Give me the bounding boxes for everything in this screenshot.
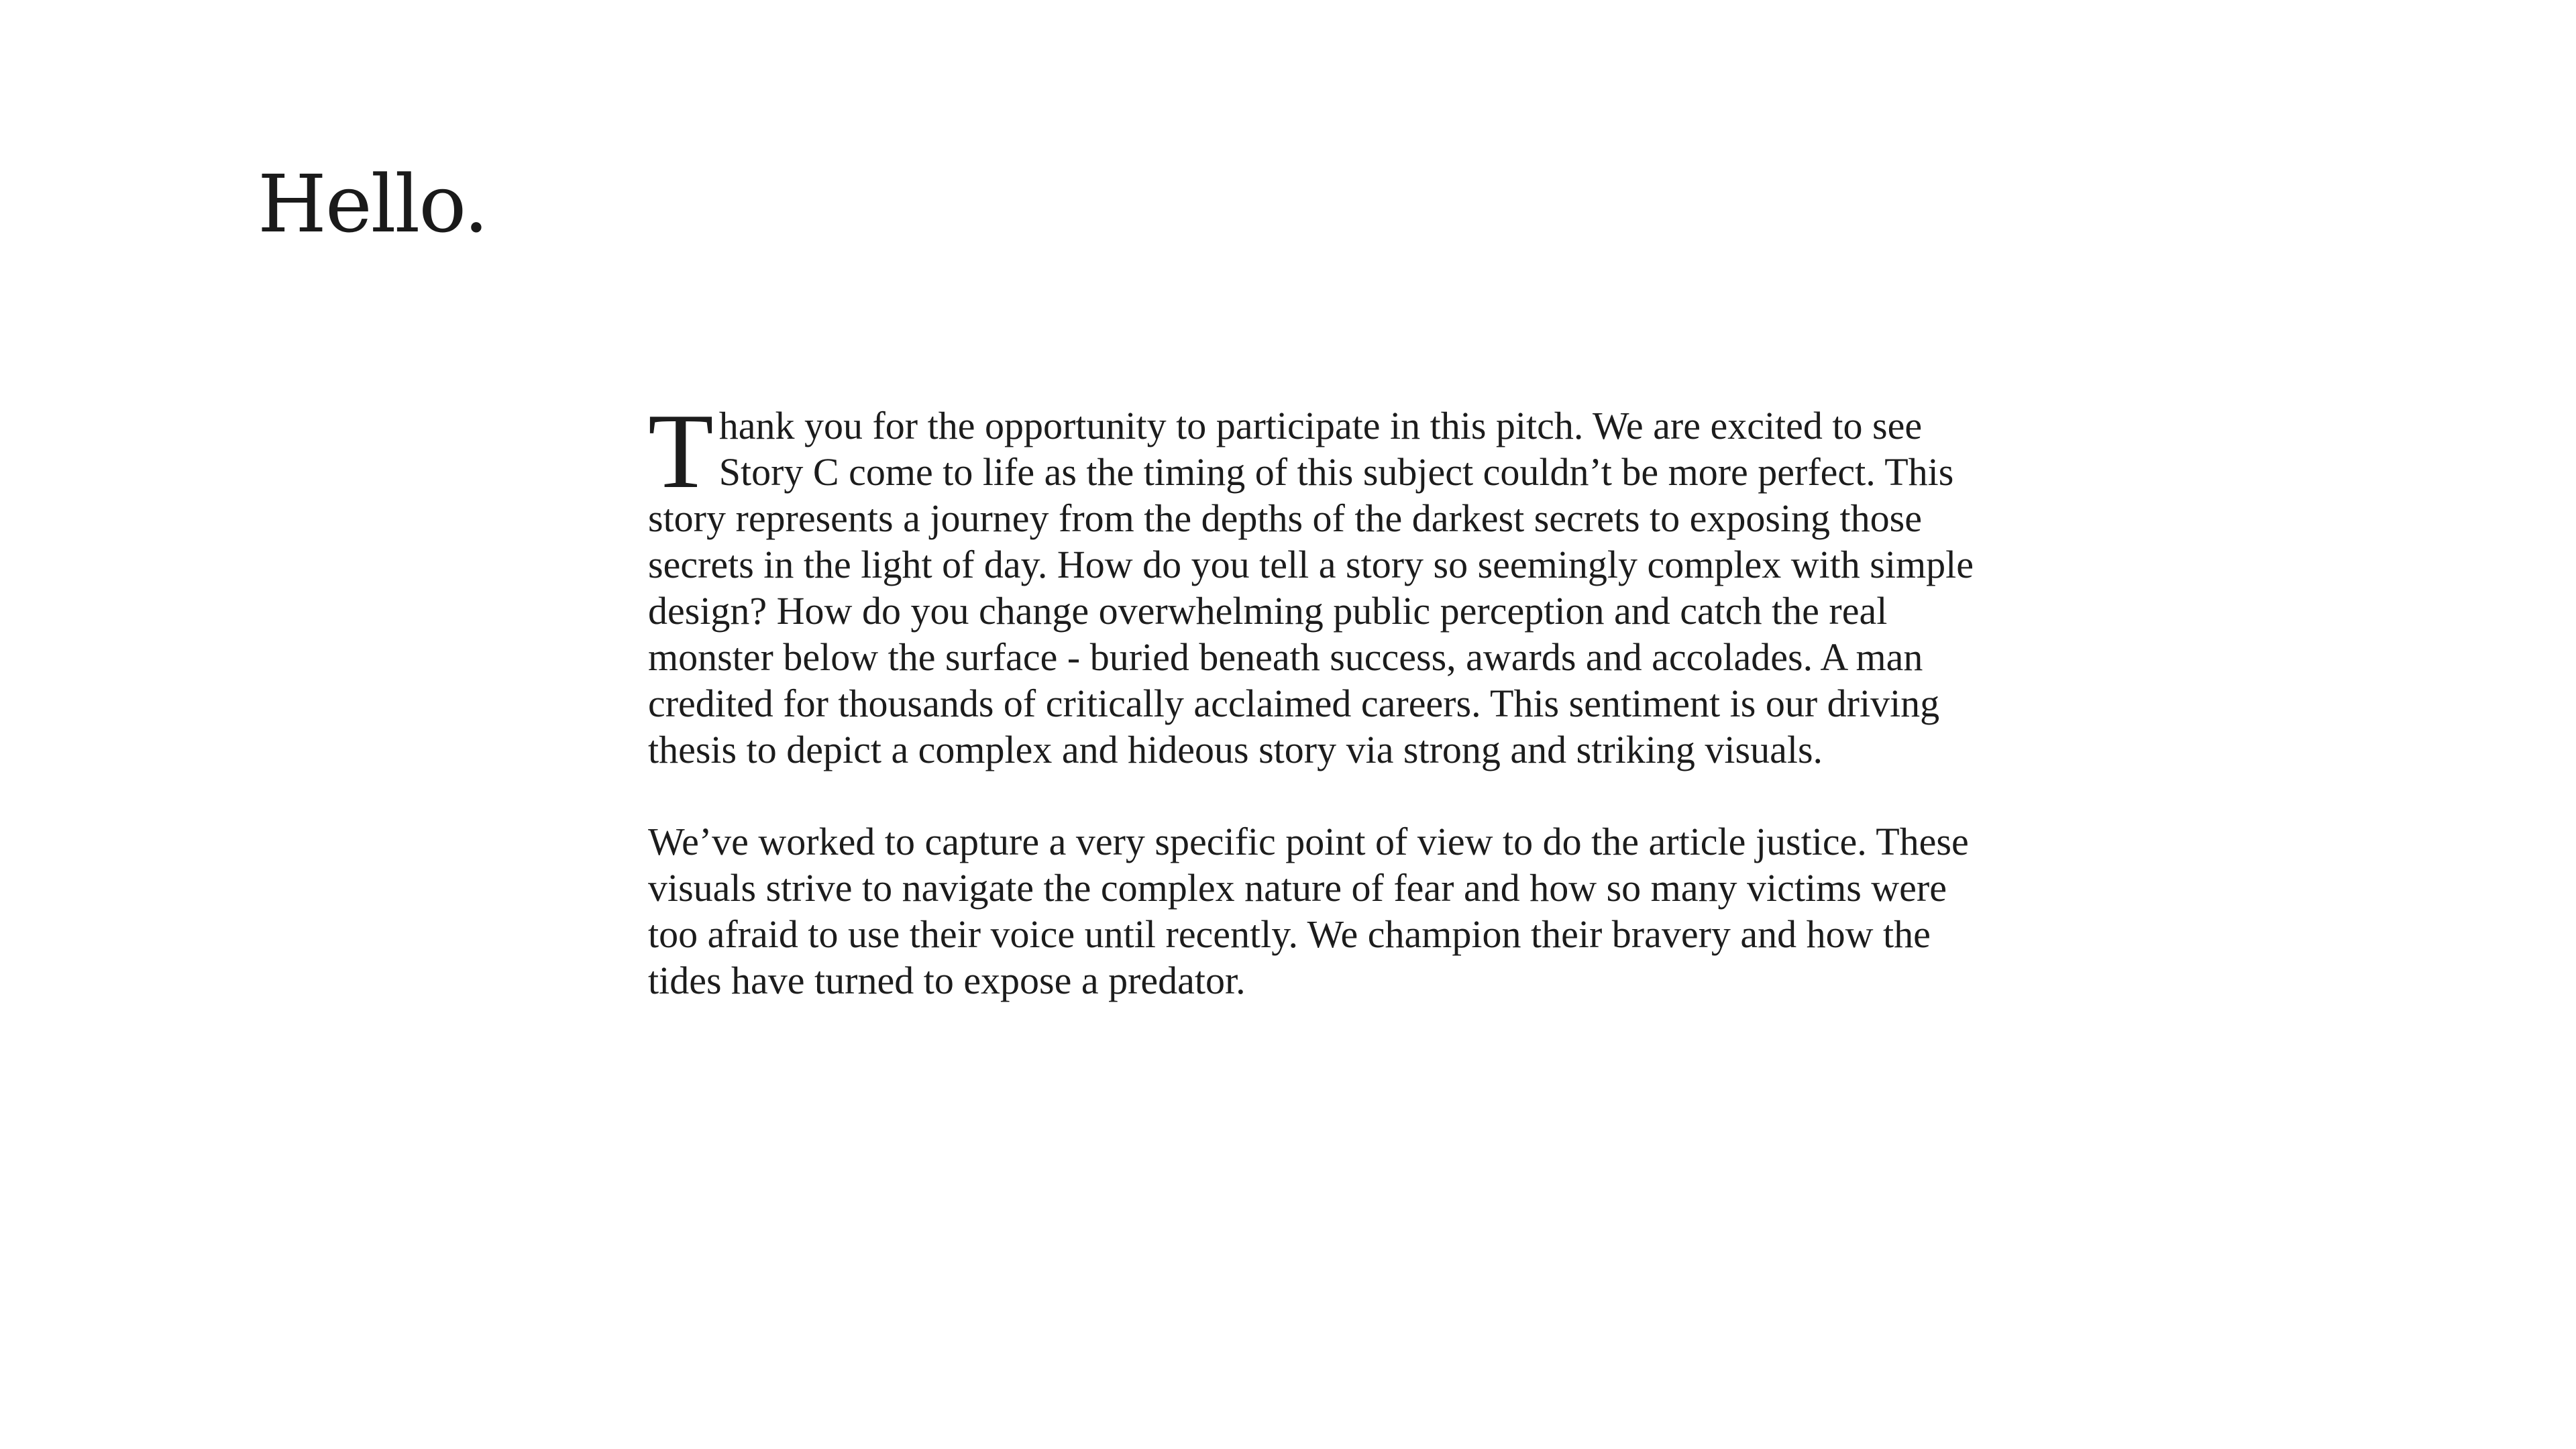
page-title: Hello. (258, 158, 488, 250)
drop-cap: T (648, 391, 714, 511)
letter-body (648, 391, 1990, 1049)
paragraph-point-of-view: We’ve worked to capture a very specific point of view to do the article justice. These visuals strive to navigate the complex nature of fear and how so many victims were too afraid to use their voice until recently. We champion their bravery and how the tides have turned to expose a predator. (648, 820, 1969, 1002)
paragraph-intro-text: hank you for the opportunity to participate in this pitch. We are excited to see Story C come to life as the timing of this subject couldn’t be more perfect. This story represents a journey from the depths of the darkest secrets to exposing those secrets in the light of day. How do you tell a story so seemingly complex with simple design? How do you change overwhelming public perception and catch the real monster below the surface - buried beneath success, awards and accolades. A man credited for thousands of critically acclaimed careers. This sentiment is our driving thesis to depict a complex and hideous story via strong and striking visuals. (648, 404, 1974, 771)
paragraph-intro (648, 391, 1990, 773)
